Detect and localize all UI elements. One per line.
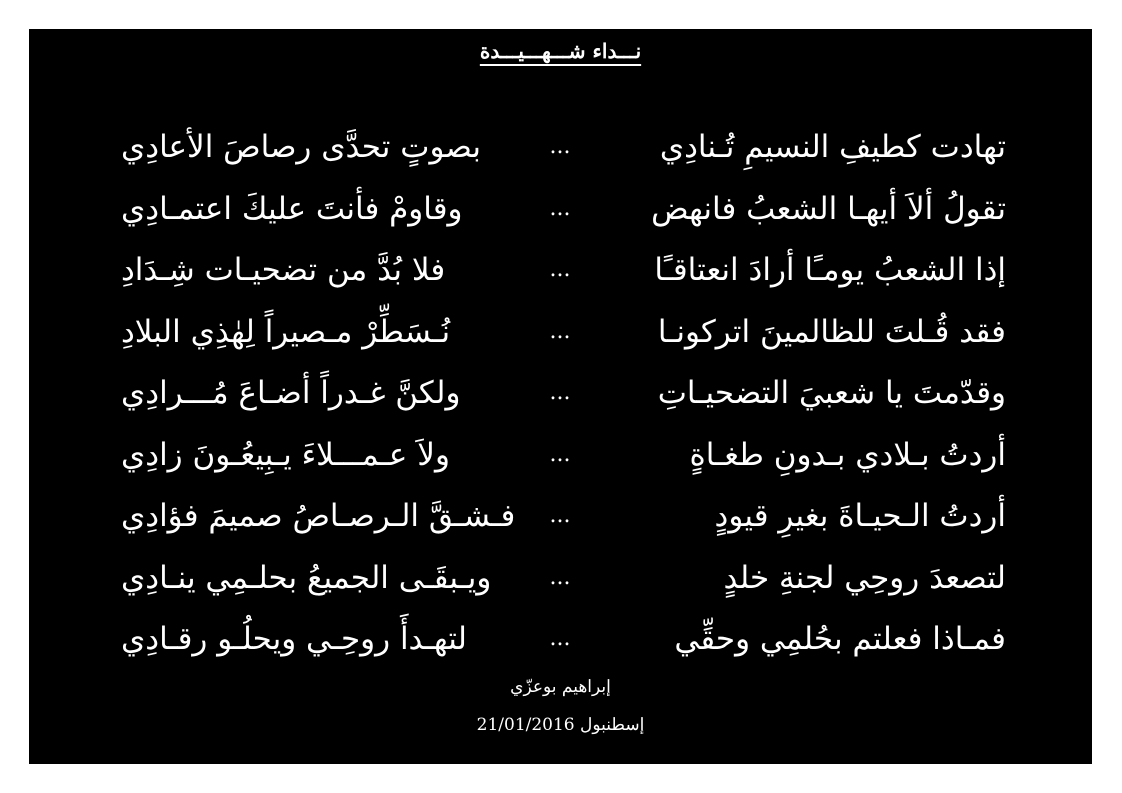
verse-second-text: فلا بُدَّ من تضحيـات شِـدَادِ: [121, 252, 446, 288]
verse-second-text: لتهـدأَ روحِـي ويحلُـو رقـادِي: [121, 621, 467, 657]
verse-second-text: ويـبقَـى الجميعُ بحلـمِي ينـادِي: [121, 559, 492, 596]
verse-row: [29, 310, 1092, 372]
verse-row: [29, 187, 1092, 249]
verse-second-hemistich: [121, 494, 541, 538]
verse-row: [29, 433, 1092, 495]
verse-first-hemistich: فمـاذا فعلتم بحُلمِي وحقِّي: [674, 621, 1006, 657]
verse-second-hemistich: [121, 310, 541, 354]
verse-second-text: ولكنَّ غـدراً أضـاعَ مُـــرادِي: [121, 375, 461, 411]
verse-row: [29, 617, 1092, 679]
verse-separator: ...: [549, 195, 571, 221]
verse-first-hemistich: تقولُ ألاَ أيهـا الشعبُ فانهض: [651, 190, 1006, 227]
verse-separator: ...: [549, 441, 571, 467]
verse-second-hemistich: [121, 556, 541, 600]
verse-row: [29, 248, 1092, 310]
author-signature: إبراهيم بوعزّي: [510, 677, 611, 697]
verse-second-text: وقاومْ فأنتَ عليكَ اعتمـادِي: [121, 190, 463, 227]
verse-separator: ...: [549, 564, 571, 590]
verse-separator: ...: [549, 626, 571, 651]
verse-first-hemistich: أردتُ بـلادي بـدونِ طغـاةٍ: [689, 436, 1006, 473]
verse-row: [29, 494, 1092, 556]
verse-separator: ...: [549, 318, 571, 344]
verse-first-hemistich: فقد قُـلتَ للظالمينَ اتركونـا: [657, 313, 1006, 350]
verse-second-text: بصوتٍ تحدَّى رصاصَ الأعادِي: [121, 129, 481, 165]
verse-second-hemistich: [121, 248, 541, 292]
verse-second-hemistich: [121, 371, 541, 415]
verse-second-hemistich: [121, 617, 541, 661]
verse-separator: ...: [549, 257, 571, 282]
poem-title-text: نـــداء شـــهـــيـــدة: [479, 39, 642, 63]
verse-second-hemistich: [121, 187, 541, 231]
verse-second-text: ولاَ عـمـــلاءَ يـبِيعُـونَ زادِي: [121, 436, 450, 473]
poem-title: [29, 39, 1092, 63]
verse-first-hemistich: لتصعدَ روحِي لجنةِ خلدٍ: [723, 559, 1006, 596]
place-date: إسطنبول 21/01/2016: [476, 715, 645, 735]
verse-separator: ...: [549, 380, 571, 405]
verses-list: [29, 125, 1092, 679]
verse-first-hemistich: وقدّمتَ يا شعبيَ التضحيـاتِ: [657, 375, 1006, 411]
poem-panel: [29, 29, 1092, 764]
verse-first-hemistich: تهادت كطيفِ النسيمِ تُـنادِي: [659, 129, 1006, 165]
verse-row: [29, 371, 1092, 433]
verse-first-hemistich: إذا الشعبُ يومـًا أرادَ انعتاقـًا: [654, 252, 1006, 288]
verse-second-hemistich: [121, 125, 541, 169]
verse-second-text: نُـسَطِّرْ مـصيراً لِهٰذِي البلادِ: [121, 313, 451, 350]
verse-row: [29, 556, 1092, 618]
verse-first-hemistich: أردتُ الـحيـاةَ بغيرِ قيودٍ: [714, 498, 1006, 534]
verse-second-hemistich: [121, 433, 541, 477]
verse-row: [29, 125, 1092, 187]
verse-separator: ...: [549, 134, 571, 159]
verse-second-text: فـشـقَّ الـرصـاصُ صميمَ فؤادِي: [121, 498, 516, 534]
verse-separator: ...: [549, 503, 571, 528]
